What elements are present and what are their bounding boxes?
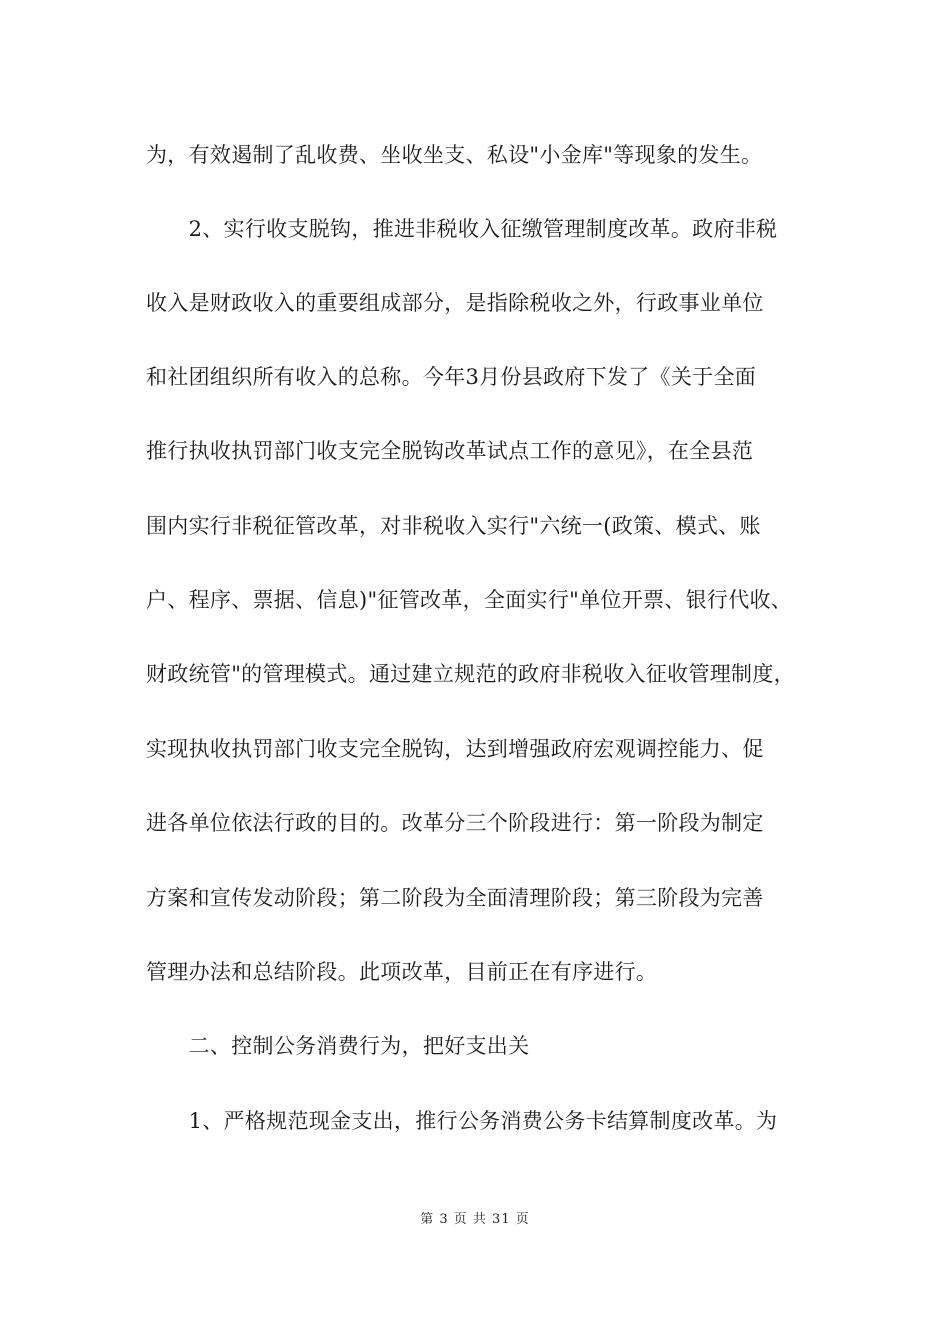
text-line: 实现执收执罚部门收支完全脱钩，达到增强政府宏观调控能力、促	[146, 737, 764, 761]
text-line: 围内实行非税征管改革，对非税收入实行"六统一(政策、模式、账	[146, 514, 761, 538]
text-line: 2、实行收支脱钩，推进非税收入征缴管理制度改革。政府非税	[146, 217, 778, 241]
text-line: 和社团组织所有收入的总称。今年3月份县政府下发了《关于全面	[146, 365, 757, 389]
text-line: 为，有效遏制了乱收费、坐收坐支、私设"小金库"等现象的发生。	[146, 143, 763, 167]
text-line: 推行执收执罚部门收支完全脱钩改革试点工作的意见》，在全县范	[146, 439, 754, 463]
text-line: 管理办法和总结阶段。此项改革，目前正在有序进行。	[146, 960, 658, 984]
text-line: 进各单位依法行政的目的。改革分三个阶段进行：第一阶段为制定	[146, 811, 764, 835]
page-number-footer: 第 3 页 共 31 页	[420, 1212, 530, 1227]
text-line: 方案和宣传发动阶段；第二阶段为全面清理阶段；第三阶段为完善	[146, 886, 764, 910]
text-line: 财政统管"的管理模式。通过建立规范的政府非税收入征收管理制度，	[146, 662, 795, 686]
section-heading: 二、控制公务消费行为，把好支出关	[146, 1034, 530, 1058]
text-line: 户、程序、票据、信息)"征管改革，全面实行"单位开票、银行代收、	[146, 588, 793, 612]
text-line: 收入是财政收入的重要组成部分，是指除税收之外，行政事业单位	[146, 291, 764, 315]
text-line: 1、严格规范现金支出，推行公务消费公务卡结算制度改革。为	[146, 1109, 778, 1133]
